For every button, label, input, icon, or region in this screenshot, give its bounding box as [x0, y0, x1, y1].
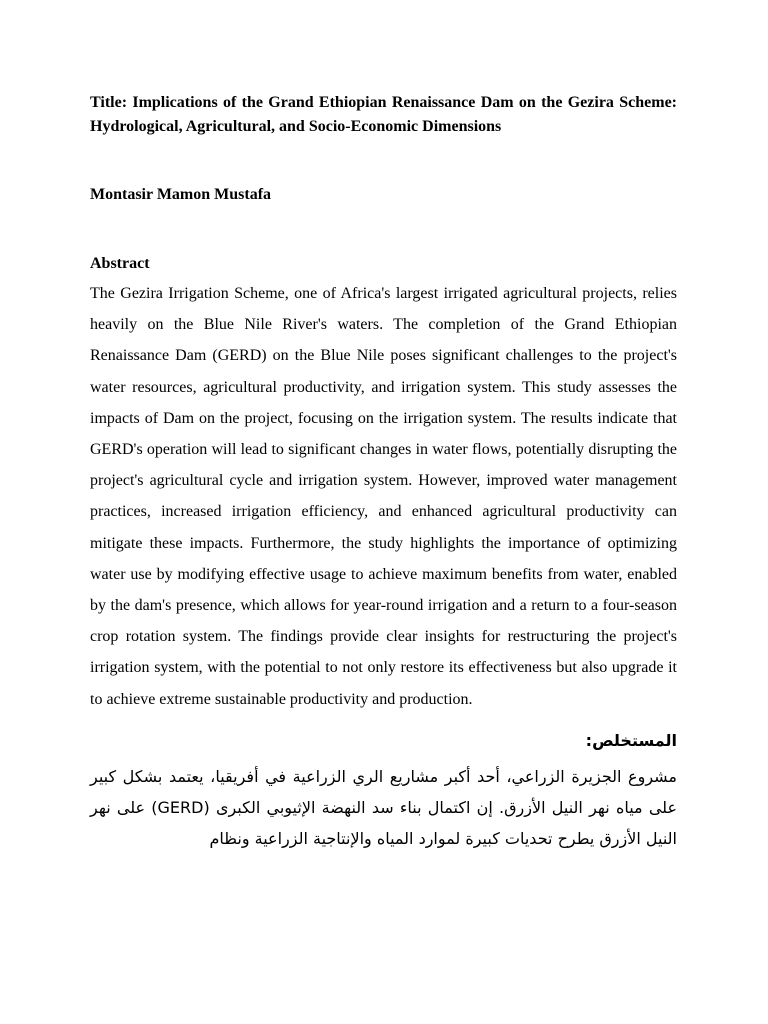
- arabic-abstract-heading: المستخلص:: [585, 730, 677, 750]
- paper-title: Title: Implications of the Grand Ethiopian Renaissance Dam on the Gezira Scheme: Hydrological, Agricultural, and Socio-Economic Dimensions: [90, 94, 677, 135]
- document-page: [90, 91, 677, 854]
- arabic-abstract-text: مشروع الجزيرة الزراعي، أحد أكبر مشاريع الري الزراعية في أفريقيا، يعتمد بشكل كبير على مياه نهر النيل الأزرق. إن اكتمال بناء سد النهضة الإثيوبي الكبرى (GERD) على نهر النيل الأزرق يطرح تحديات كبيرة لموارد المياه والإنتاجية الزراعية ونظام: [90, 766, 678, 848]
- author-name: Montasir Mamon Mustafa: [90, 186, 272, 203]
- abstract-text: The Gezira Irrigation Scheme, one of Africa's largest irrigated agricultural projects, relies heavily on the Blue Nile River's waters. The completion of the Grand Ethiopian Renaissance Dam (GERD) on the Blue Nile poses significant challenges to the project's water resources, agricultural productivity, and irrigation system. This study assesses the impacts of Dam on the project, focusing on the irrigation system. The results indicate that GERD's operation will lead to significant changes in water flows, potentially disrupting the project's agricultural cycle and irrigation system. However, improved water management practices, increased irrigation efficiency, and enhanced agricultural productivity can mitigate these impacts. Furthermore, the study highlights the importance of optimizing water use by modifying effective usage to achieve maximum benefits from water, enabled by the dam's presence, which allows for year-round irrigation and a return to a four-season crop rotation system. The findings provide clear insights for restructuring the project's irrigation system, with the potential to not only restore its effectiveness but also upgrade it to achieve extreme sustainable productivity and production.: [90, 285, 677, 708]
- abstract-heading: Abstract: [90, 255, 150, 272]
